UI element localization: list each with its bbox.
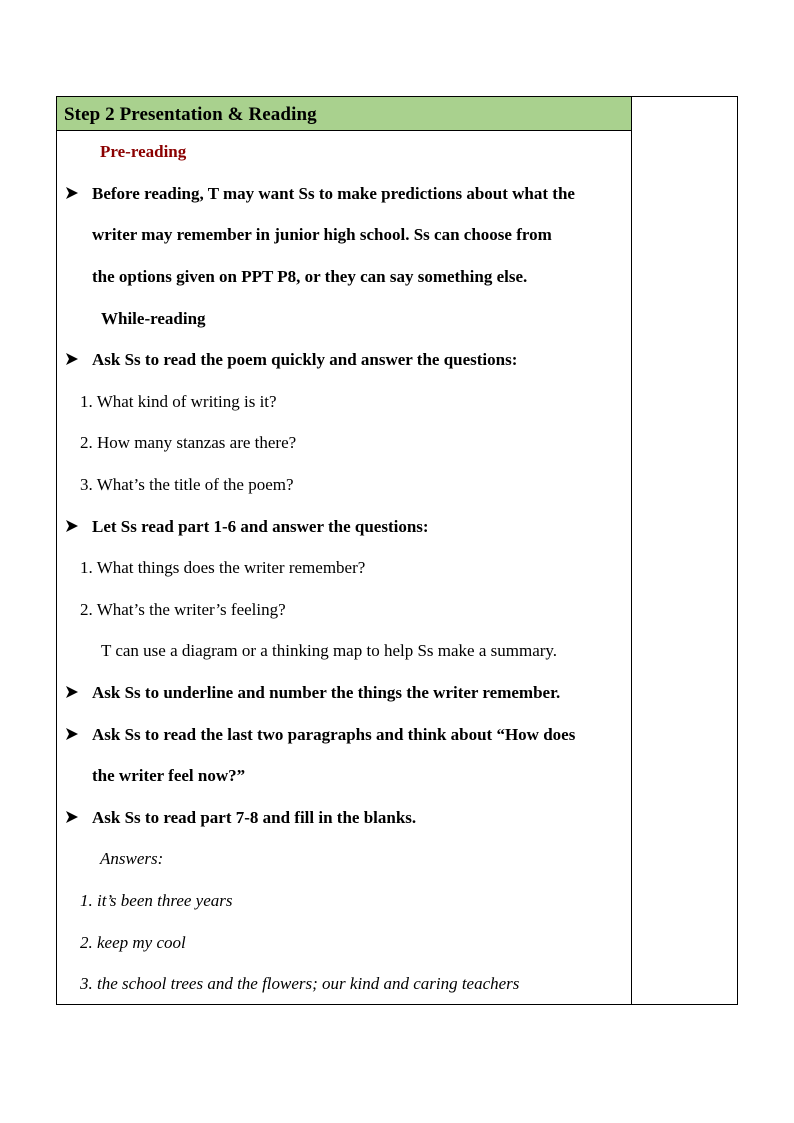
arrow-bullet-icon: [65, 810, 79, 824]
task2-note: T can use a diagram or a thinking map to help Ss make a summary.: [101, 641, 558, 660]
arrow-bullet-icon: [65, 685, 79, 699]
answer-item-2: 2. keep my cool: [80, 933, 186, 952]
arrow-bullet-icon: [65, 186, 79, 200]
task2-text: Let Ss read part 1-6 and answer the questions:: [92, 517, 429, 536]
answer-item-3: 3. the school trees and the flowers; our kind and caring teachers: [80, 974, 520, 993]
task2-question-2: 2. What’s the writer’s feeling?: [80, 600, 286, 619]
notes-column: [631, 97, 738, 1004]
arrow-bullet-icon: [65, 727, 79, 741]
pre-reading-heading: Pre-reading: [100, 142, 187, 161]
answer-item-1: 1. it’s been three years: [80, 891, 233, 910]
pre-reading-line-1: Before reading, T may want Ss to make predictions about what the: [92, 184, 575, 203]
section-header: [57, 97, 631, 131]
section-title: Step 2 Presentation & Reading: [64, 104, 317, 125]
arrow-bullet-icon: [65, 519, 79, 533]
task1-question-3: 3. What’s the title of the poem?: [80, 475, 294, 494]
answers-label: Answers:: [100, 849, 164, 868]
while-reading-heading: While-reading: [101, 309, 206, 328]
task5-text: Ask Ss to read part 7-8 and fill in the blanks.: [92, 808, 417, 827]
task1-question-1: 1. What kind of writing is it?: [80, 392, 277, 411]
pre-reading-line-2: writer may remember in junior high school. Ss can choose from: [92, 225, 552, 244]
task3-text: Ask Ss to underline and number the things the writer remember.: [92, 683, 561, 702]
pre-reading-line-3: the options given on PPT P8, or they can say something else.: [92, 267, 528, 286]
arrow-bullet-icon: [65, 352, 79, 366]
task4-line-1: Ask Ss to read the last two paragraphs and think about “How does: [92, 725, 576, 744]
task2-question-1: 1. What things does the writer remember?: [80, 558, 366, 577]
task4-line-2: the writer feel now?”: [92, 766, 246, 785]
task1-question-2: 2. How many stanzas are there?: [80, 433, 297, 452]
task1-text: Ask Ss to read the poem quickly and answer the questions:: [92, 350, 518, 369]
